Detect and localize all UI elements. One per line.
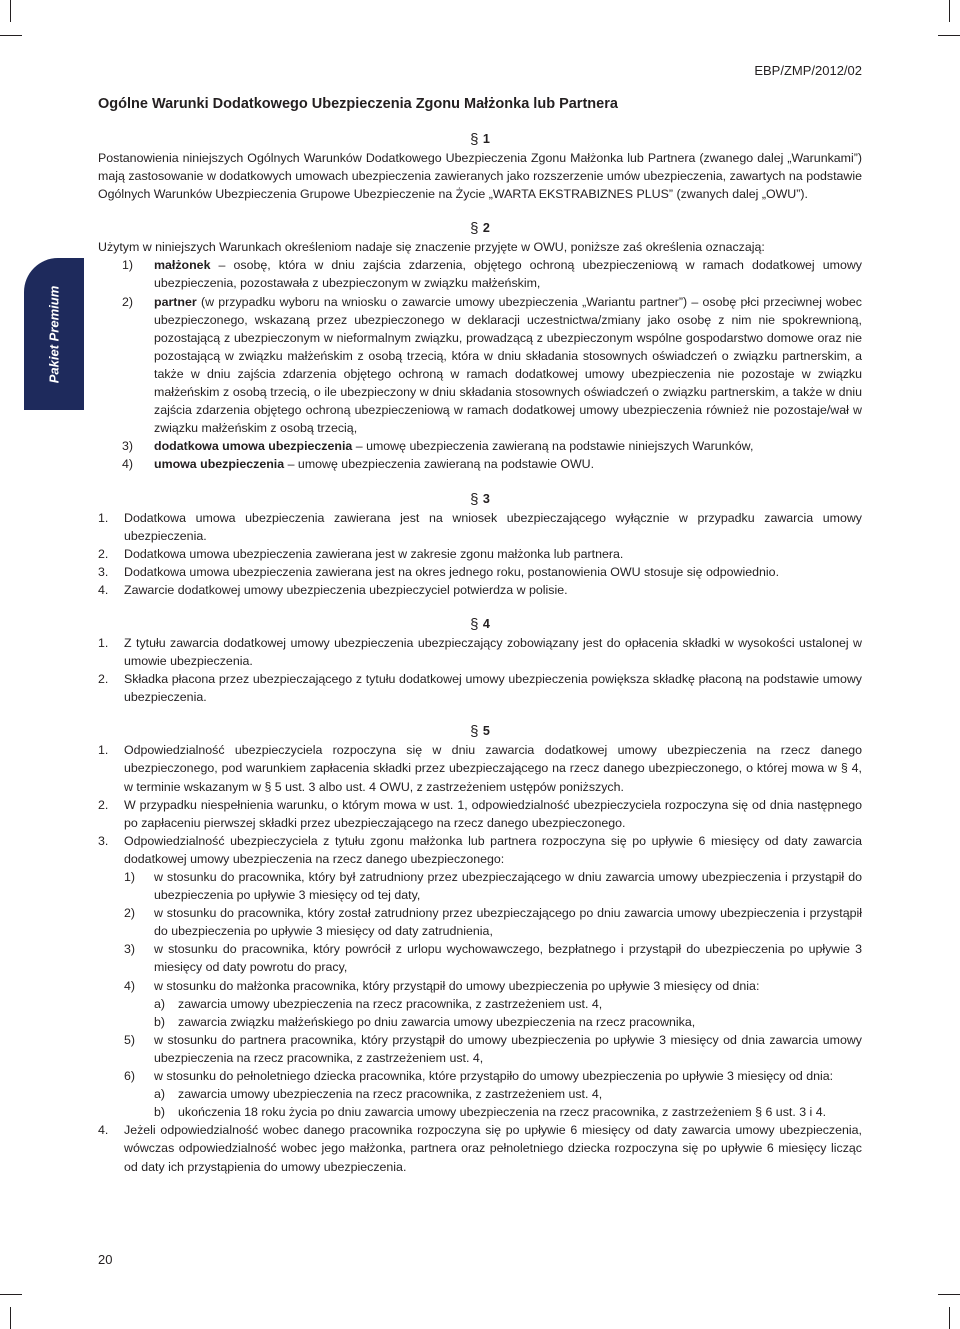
defined-term: umowa ubezpieczenia [154,457,285,472]
defined-term: małżonek [154,258,211,273]
paragraph-symbol: § [470,723,479,741]
paragraph-symbol: § [470,615,479,633]
definition-item: 1) małżonek – osobę, która w dniu zajścia zdarzenia, objętego ochroną ubezpieczeniową w ramach dodatkowej umowy ubezpieczenia, pozostawała z ubezpieczonym w związku małżeńskim, [122,258,862,291]
definition-item: 2) partner (w przypadku wyboru na wniosku o zawarcie umowy ubezpieczenia „Wariantu partner”) – osobę płci przeciwnej wobec ubezpieczonego, wskazaną przez ubezpieczonego w deklaracji uczestnictwa/zmiany jako osobę z nim nie spokrewnioną, pozostającą z ubezpieczonym w nieformalnym związku, prowadzącą z ubezpieczonym wspólne gospodarstwo domowe oraz nie pozostającą w związku małżeńskim z osobą trzecią, która w dniu składania stosownych oświadczeń o związku partnerskim, a także w dniu zajścia zdarzenia objętego ochroną w ramach dodatkowej umowy ubezpieczenia nie pozostaje w związku małżeńskim z osobą trzecią, o ile ubezpieczony w dniu składania stosownych oświadczeń o związku partnerskim, a także w dniu zajścia zdarzenia objętego ochroną ubezpieczeniową w ramach dodatkowej umowy ubezpieczenia również nie pozostaje/wał w związku małżeńskim z osobą trzecią, [122,294,862,436]
list-item: 3. Dodatkowa umowa ubezpieczenia zawierana jest na okres jednego roku, postanowienia OWU stosuje się odpowiednio. [98,564,780,579]
defined-term: partner [154,294,197,309]
sub-list-item: 2) w stosunku do pracownika, który został zatrudniony przez ubezpieczającego po dniu zawarcia umowy ubezpieczenia i przystąpił do ubezpieczenia po upływie 3 miesięcy od daty zatrudnienia, [124,906,862,939]
sub-sub-list-item: a) zawarcia umowy ubezpieczenia na rzecz pracownika, z zastrzeżeniem ust. 4, [154,996,603,1011]
paragraph-symbol: § [470,220,479,238]
crop-mark-top-right [949,0,950,22]
defined-term: dodatkowa umowa ubezpieczenia [154,439,353,454]
crop-mark-bottom-right [938,1294,960,1295]
sub-list-item: 3) w stosunku do pracownika, który powrócił z urlopu wychowawczego, bezpłatnego i przystąpił do ubezpieczenia po upływie 3 miesięcy od daty powrotu do pracy, [124,942,862,975]
list-item: 1. Z tytułu zawarcia dodatkowej umowy ubezpieczenia ubezpieczający zobowiązany jest do opłacenia składki w wysokości ustalonej w umowie ubezpieczenia. [98,635,862,669]
document-title: Ogólne Warunki Dodatkowego Ubezpieczenia Zgonu Małżonka lub Partnera [98,96,618,112]
side-tab [24,258,84,410]
list-item: 2. Dodatkowa umowa ubezpieczenia zawierana jest w zakresie zgonu małżonka lub partnera. [98,546,624,561]
crop-mark-top-left [10,0,11,22]
list-item: 2. W przypadku niespełnienia warunku, o którym mowa w ust. 1, odpowiedzialność ubezpieczyciela rozpoczyna się od dnia następnego po zapłaceniu pierwszej składki przez ubezpieczającego na rzecz danego ubezpieczonego. [98,797,862,830]
section-2 [98,219,862,473]
paragraph-symbol: § [470,131,479,148]
list-item: 4. Zawarcie dodatkowej umowy ubezpieczenia ubezpieczyciel potwierdza w polisie. [98,582,568,597]
paragraph-symbol: § [470,490,479,508]
sub-list-item: 6) w stosunku do pełnoletniego dziecka pracownika, które przystąpiło do umowy ubezpieczenia po upływie 3 miesięcy od dnia: [124,1069,834,1084]
sub-list-item: 5) w stosunku do partnera pracownika, który przystąpił do umowy ubezpieczenia po upływie 3 miesięcy od dnia zawarcia umowy ubezpieczenia na rzecz pracownika, z zastrzeżeniem ust. 4, [124,1032,862,1065]
sub-sub-list-item: a) zawarcia umowy ubezpieczenia na rzecz pracownika, z zastrzeżeniem ust. 4, [154,1087,603,1102]
section-intro: Użytym w niniejszych Warunkach określeniom nadaje się znaczenie przyjęte w OWU, poniższe zaś określenia oznaczają: [98,240,765,255]
list-item: 4. Jeżeli odpowiedzialność wobec danego pracownika rozpoczyna się po upływie 6 miesięcy od daty zawarcia umowy ubezpieczenia, wówczas odpowiedzialność wobec jego małżonka, partnera oraz pełnoletniego dziecka rozpoczyna się po upływie 6 miesięcy licząc od daty ich przystąpienia do umowy ubezpieczenia. [98,1123,862,1174]
crop-mark-top-left [0,35,22,36]
section-heading: § 3 [470,490,490,508]
crop-mark-bottom-left [0,1294,22,1295]
crop-mark-top-right [938,35,960,36]
section-3 [98,490,862,599]
section-heading: § 2 [470,220,490,238]
crop-mark-bottom-left [10,1307,11,1329]
list-item: 1. Dodatkowa umowa ubezpieczenia zawierana jest na wniosek ubezpieczającego wyłącznie w przypadku zawarcia umowy ubezpieczenia. [98,510,862,543]
section-heading: § 4 [470,615,490,633]
section-heading: § 5 [470,723,490,741]
sub-sub-list-item: b) zawarcia związku małżeńskiego po dniu zawarcia umowy ubezpieczenia na rzecz pracownika, [154,1014,696,1029]
side-tab-label: Pakiet Premium [46,285,62,383]
document-body [98,130,862,1176]
sub-sub-list-item: b) ukończenia 18 roku życia po dniu zawarcia umowy ubezpieczenia na rzecz pracownika, z zastrzeżeniem § 6 ust. 3 i 4. [154,1105,827,1120]
crop-mark-bottom-right [949,1307,950,1329]
document-code: EBP/ZMP/2012/02 [754,63,862,78]
sub-list-item: 1) w stosunku do pracownika, który był zatrudniony przez ubezpieczającego w dniu zawarcia umowy ubezpieczenia i przystąpił do ubezpieczenia po upływie 3 miesięcy od tej daty, [124,870,862,903]
section-4 [98,615,862,706]
section-heading: § 1 [470,131,490,148]
sub-list-item: 4) w stosunku do małżonka pracownika, który przystąpił do umowy ubezpieczenia po upływie 3 miesięcy od dnia: [124,978,760,993]
page-number: 20 [98,1252,113,1267]
definition-item: 3) dodatkowa umowa ubezpieczenia – umowę ubezpieczenia zawieraną na podstawie niniejszych Warunków, [122,439,754,454]
section-1 [98,130,862,203]
section-5 [98,722,862,1175]
list-item: 1. Odpowiedzialność ubezpieczyciela rozpoczyna się w dniu zawarcia dodatkowej umowy ubezpieczenia na rzecz danego ubezpieczonego, pod warunkiem zapłacenia składki przez ubezpieczającego na rzecz danego ubezpieczonego, o której mowa w § 4, w terminie wskazanym w § 5 ust. 3 albo ust. 4 OWU, z zastrzeżeniem ustępów poniższych. [98,743,862,794]
list-item: 2. Składka płacona przez ubezpieczającego z tytułu dodatkowej umowy ubezpieczenia powiększa składkę płaconą na podstawie umowy ubezpieczenia. [98,672,862,705]
list-item: 3. Odpowiedzialność ubezpieczyciela z tytułu zgonu małżonka lub partnera rozpoczyna się po upływie 6 miesięcy od daty zawarcia dodatkowej umowy ubezpieczenia na rzecz danego ubezpieczonego: [98,833,862,866]
definition-item: 4) umowa ubezpieczenia – umowę ubezpieczenia zawieraną na podstawie OWU. [122,457,595,472]
section-text: Postanowienia niniejszych Ogólnych Warunków Dodatkowego Ubezpieczenia Zgonu Małżonka lub Partnera (zwanego dalej „Warunkami”) mają zastosowanie w dodatkowych umowach ubezpieczenia zawieranych jako rozszerzenie umów ubezpieczenia, zawartych na podstawie Ogólnych Warunków Ubezpieczenia Grupowe Ubezpieczenie na Życie „WARTA EKSTRABIZNES PLUS” (zwanych dalej „OWU”). [98,151,862,202]
